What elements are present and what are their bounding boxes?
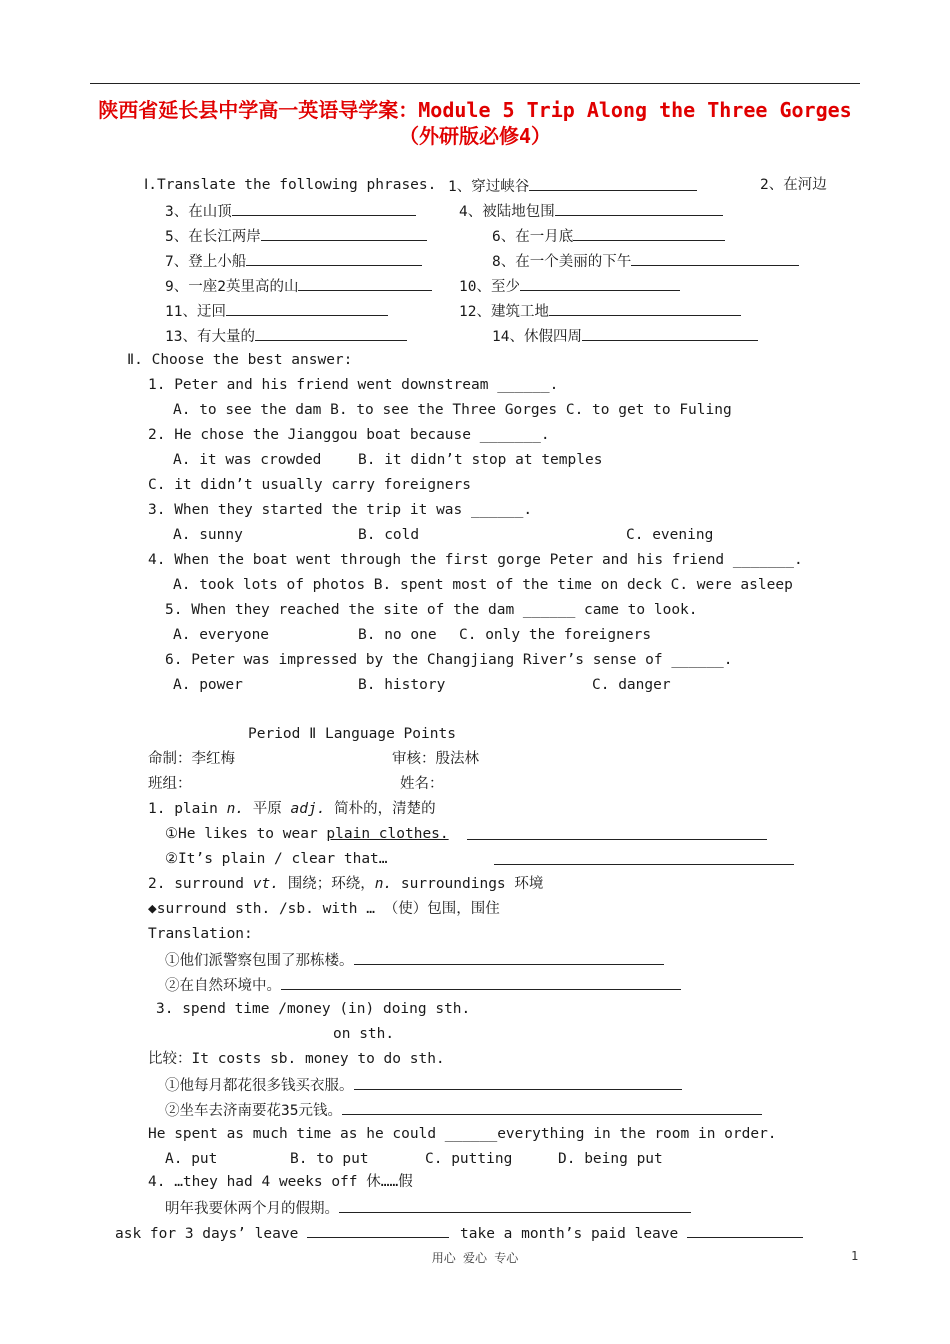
question-6-option-b: B. history <box>358 677 446 693</box>
phrase-item: 9、一座2英里高的山 <box>165 276 432 296</box>
translation-label: Translation: <box>148 926 253 942</box>
question-3-option-b: B. cold <box>358 527 420 543</box>
answer-line <box>467 825 767 840</box>
phrase-item: 3、在山顶 <box>165 201 416 221</box>
question-2-option-b: B. it didn’t stop at temples <box>358 452 603 468</box>
section2-heading: Ⅱ. Choose the best answer: <box>127 352 353 368</box>
lp2-heading: 2. surround vt. 围绕；环绕，n. surroundings 环境 <box>148 876 544 892</box>
lp4-heading: 4. …they had 4 weeks off 休……假 <box>148 1174 413 1190</box>
name-label: 姓名： <box>400 776 444 792</box>
lp1-example-2: ②It’s plain / clear that… <box>165 851 388 867</box>
lp2-translation-1: ①他们派警察包围了那栋楼。 <box>165 950 664 970</box>
header-rule <box>90 83 860 84</box>
lp4-example-2: take a month’s paid leave <box>460 1223 803 1243</box>
phrase-item: 8、在一个美丽的下午 <box>492 251 799 271</box>
footer-slogan: 用心 爱心 专心 <box>431 1251 519 1265</box>
page-subtitle: （外研版必修4） <box>398 124 552 148</box>
phrase-item: 13、有大量的 <box>165 326 407 346</box>
phrase-item: 10、至少 <box>459 276 680 296</box>
lp3-heading-alt: on sth. <box>333 1026 395 1042</box>
lp2-translation-2: ②在自然环境中。 <box>165 975 681 995</box>
lp3-heading: 3. spend time /money (in) doing sth. <box>156 1001 471 1017</box>
question-1: 1. Peter and his friend went downstream ______. <box>148 377 559 393</box>
question-3-option-a: A. sunny <box>173 527 243 543</box>
question-5-option-a: A. everyone <box>173 627 270 643</box>
author: 命制：李红梅 <box>148 751 235 767</box>
question-5: 5. When they reached the site of the dam ______ came to look. <box>165 602 698 618</box>
section1-heading: Ⅰ.Translate the following phrases. <box>144 177 437 193</box>
question-4-options: A. took lots of photos B. spent most of the time on deck C. were asleep <box>173 577 793 593</box>
question-2: 2. He chose the Jianggou boat because _______. <box>148 427 550 443</box>
question-3: 3. When they started the trip it was ______. <box>148 502 533 518</box>
phrase-item: 14、休假四周 <box>492 326 758 346</box>
question-2-option-c: C. it didn’t usually carry foreigners <box>148 477 472 493</box>
question-6-option-a: A. power <box>173 677 243 693</box>
class-label: 班组： <box>148 776 192 792</box>
question-4: 4. When the boat went through the first gorge Peter and his friend _______. <box>148 552 803 568</box>
question-5-option-c: C. only the foreigners <box>459 627 652 643</box>
lp1-example-1: ①He likes to wear plain clothes. <box>165 826 449 842</box>
question-6-option-c: C. danger <box>592 677 671 693</box>
lp3-option-a: A. put <box>165 1151 218 1167</box>
lp3-option-d: D. being put <box>558 1151 663 1167</box>
period-heading: Period Ⅱ Language Points <box>248 726 456 742</box>
lp3-translation-2: ②坐车去济南要花35元钱。 <box>165 1100 762 1120</box>
question-1-options: A. to see the dam B. to see the Three Gorges C. to get to Fuling <box>173 402 732 418</box>
page-number: 1 <box>851 1249 859 1263</box>
lp3-option-c: C. putting <box>425 1151 513 1167</box>
lp2-usage: ◆surround sth. /sb. with … （使）包围，围住 <box>148 901 500 917</box>
phrase-item: 4、被陆地包围 <box>459 201 723 221</box>
reviewer: 审核：殷法林 <box>392 751 479 767</box>
lp3-question: He spent as much time as he could ______everything in the room in order. <box>148 1126 777 1142</box>
lp3-option-b: B. to put <box>290 1151 369 1167</box>
answer-line <box>494 850 794 865</box>
phrase-item: 11、迂回 <box>165 301 388 321</box>
question-2-option-a: A. it was crowded <box>173 452 322 468</box>
phrase-item: 7、登上小船 <box>165 251 422 271</box>
phrase-item: 1、穿过峡谷 <box>448 176 697 196</box>
question-5-option-b: B. no one <box>358 627 437 643</box>
phrase-item: 12、建筑工地 <box>459 301 741 321</box>
lp1-heading: 1. plain n. 平原 adj. 简朴的，清楚的 <box>148 801 436 817</box>
question-3-option-c: C. evening <box>626 527 714 543</box>
lp3-compare: 比较：It costs sb. money to do sth. <box>148 1051 445 1067</box>
lp3-translation-1: ①他每月都花很多钱买衣服。 <box>165 1075 682 1095</box>
lp4-translation: 明年我要休两个月的假期。 <box>165 1198 691 1218</box>
phrase-item: 2、在河边 <box>760 177 827 193</box>
lp4-example-1: ask for 3 days’ leave <box>115 1223 449 1243</box>
question-6: 6. Peter was impressed by the Changjiang River’s sense of ______. <box>165 652 733 668</box>
phrase-item: 6、在一月底 <box>492 226 725 246</box>
page-title: 陕西省延长县中学高一英语导学案：Module 5 Trip Along the Three Gorges <box>98 98 852 122</box>
phrase-item: 5、在长江两岸 <box>165 226 427 246</box>
